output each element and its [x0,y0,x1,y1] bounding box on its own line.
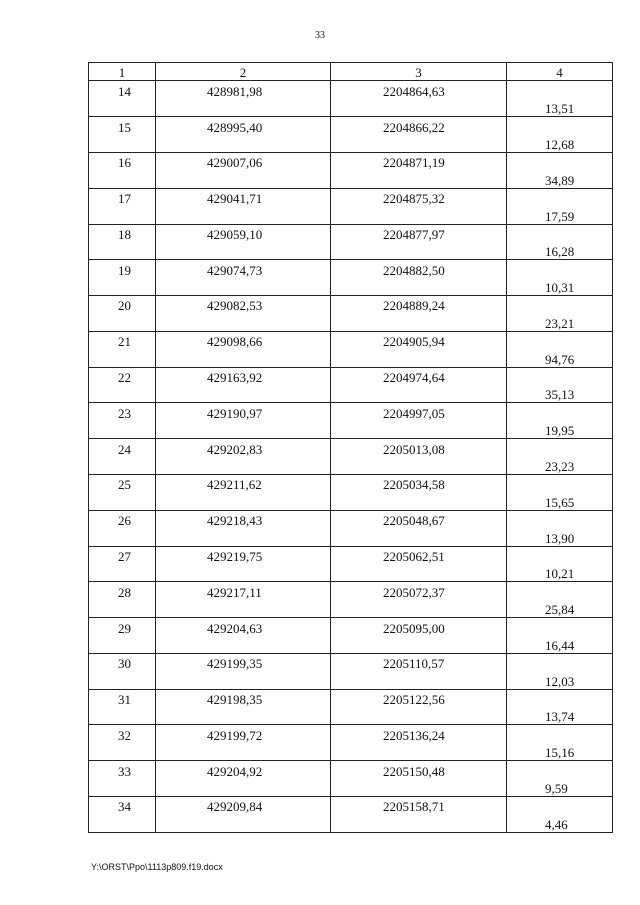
point-number-cell: 14 [89,81,156,99]
y-coordinate-cell: 2205013,08 [331,439,507,457]
empty-cell [89,170,156,188]
empty-cell [331,814,507,832]
empty-cell [331,278,507,296]
empty-cell [331,743,507,761]
distance-cell-empty [507,689,613,707]
x-coordinate-cell: 429217,11 [156,582,331,600]
empty-cell [156,170,331,188]
file-path-footer: Y:\ORST\Ppo\1113p809.f19.docx [91,862,223,872]
table-row-distance [89,814,613,832]
point-number-cell: 19 [89,260,156,278]
empty-cell [89,743,156,761]
empty-cell [89,457,156,475]
empty-cell [89,600,156,618]
point-number-cell: 20 [89,296,156,314]
empty-cell [89,779,156,797]
empty-cell [331,457,507,475]
empty-cell [156,636,331,654]
empty-cell [89,385,156,403]
empty-cell [331,779,507,797]
x-coordinate-cell: 429202,83 [156,439,331,457]
x-coordinate-cell: 429007,06 [156,152,331,170]
distance-cell: 4,46 [507,814,613,832]
empty-cell [156,814,331,832]
y-coordinate-cell: 2204889,24 [331,296,507,314]
table-row-distance [89,457,613,475]
empty-cell [156,707,331,725]
y-coordinate-cell: 2204871,19 [331,152,507,170]
empty-cell [156,671,331,689]
table-row-distance [89,170,613,188]
point-number-cell: 21 [89,331,156,349]
y-coordinate-cell: 2205122,56 [331,689,507,707]
distance-cell-empty [507,439,613,457]
table-row [89,797,613,815]
point-number-cell: 29 [89,618,156,636]
distance-cell: 16,28 [507,242,613,260]
table-row [89,439,613,457]
distance-cell-empty [507,188,613,206]
table-row-distance [89,99,613,117]
x-coordinate-cell: 428995,40 [156,117,331,135]
header-col-1: 1 [89,63,156,81]
table-row [89,117,613,135]
empty-cell [331,349,507,367]
x-coordinate-cell: 429082,53 [156,296,331,314]
table-row [89,403,613,421]
empty-cell [331,99,507,117]
empty-cell [156,600,331,618]
point-number-cell: 30 [89,653,156,671]
table-row-distance [89,421,613,439]
y-coordinate-cell: 2204866,22 [331,117,507,135]
empty-cell [331,671,507,689]
y-coordinate-cell: 2205136,24 [331,725,507,743]
x-coordinate-cell: 429163,92 [156,367,331,385]
header-col-4: 4 [507,63,613,81]
x-coordinate-cell: 429219,75 [156,546,331,564]
distance-cell-empty [507,474,613,492]
empty-cell [156,421,331,439]
page-number: 33 [315,30,325,41]
distance-cell: 10,31 [507,278,613,296]
table-row-distance [89,492,613,510]
distance-cell-empty [507,260,613,278]
empty-cell [331,421,507,439]
empty-cell [156,278,331,296]
table-row-distance [89,242,613,260]
coordinates-table [88,62,613,833]
table-row [89,510,613,528]
point-number-cell: 16 [89,152,156,170]
distance-cell-empty [507,761,613,779]
distance-cell: 16,44 [507,636,613,654]
point-number-cell: 32 [89,725,156,743]
distance-cell: 35,13 [507,385,613,403]
distance-cell: 12,03 [507,671,613,689]
table-row-distance [89,349,613,367]
table-row-distance [89,707,613,725]
empty-cell [331,528,507,546]
y-coordinate-cell: 2204882,50 [331,260,507,278]
distance-cell-empty [507,117,613,135]
x-coordinate-cell: 429204,92 [156,761,331,779]
empty-cell [89,421,156,439]
empty-cell [89,707,156,725]
point-number-cell: 17 [89,188,156,206]
empty-cell [89,135,156,153]
distance-cell-empty [507,653,613,671]
point-number-cell: 28 [89,582,156,600]
distance-cell: 9,59 [507,779,613,797]
empty-cell [331,135,507,153]
empty-cell [331,707,507,725]
distance-cell: 10,21 [507,564,613,582]
y-coordinate-cell: 2205072,37 [331,582,507,600]
table-row [89,725,613,743]
point-number-cell: 25 [89,474,156,492]
distance-cell-empty [507,331,613,349]
empty-cell [89,564,156,582]
empty-cell [156,99,331,117]
table-row [89,81,613,99]
y-coordinate-cell: 2205095,00 [331,618,507,636]
point-number-cell: 33 [89,761,156,779]
distance-cell: 15,65 [507,492,613,510]
empty-cell [89,528,156,546]
y-coordinate-cell: 2204875,32 [331,188,507,206]
table-row-distance [89,528,613,546]
table-row-distance [89,743,613,761]
empty-cell [89,814,156,832]
empty-cell [89,349,156,367]
table-row [89,474,613,492]
empty-cell [331,636,507,654]
table-row-distance [89,278,613,296]
y-coordinate-cell: 2205150,48 [331,761,507,779]
y-coordinate-cell: 2204864,63 [331,81,507,99]
empty-cell [156,528,331,546]
table-row [89,653,613,671]
point-number-cell: 24 [89,439,156,457]
y-coordinate-cell: 2205158,71 [331,797,507,815]
distance-cell: 17,59 [507,206,613,224]
distance-cell-empty [507,81,613,99]
empty-cell [331,206,507,224]
table-row [89,546,613,564]
y-coordinate-cell: 2204997,05 [331,403,507,421]
empty-cell [331,170,507,188]
empty-cell [331,564,507,582]
distance-cell-empty [507,510,613,528]
empty-cell [331,492,507,510]
distance-cell: 19,95 [507,421,613,439]
table-row [89,224,613,242]
empty-cell [89,313,156,331]
x-coordinate-cell: 429218,43 [156,510,331,528]
empty-cell [89,99,156,117]
y-coordinate-cell: 2204905,94 [331,331,507,349]
table-header-row [89,63,613,81]
distance-cell: 34,89 [507,170,613,188]
distance-cell-empty [507,403,613,421]
empty-cell [156,349,331,367]
distance-cell: 13,90 [507,528,613,546]
point-number-cell: 18 [89,224,156,242]
empty-cell [89,278,156,296]
distance-cell-empty [507,367,613,385]
distance-cell-empty [507,797,613,815]
empty-cell [331,600,507,618]
point-number-cell: 34 [89,797,156,815]
distance-cell: 25,84 [507,600,613,618]
x-coordinate-cell: 429098,66 [156,331,331,349]
x-coordinate-cell: 429199,72 [156,725,331,743]
x-coordinate-cell: 429204,63 [156,618,331,636]
table-row-distance [89,779,613,797]
table-row [89,618,613,636]
distance-cell: 13,51 [507,99,613,117]
distance-cell-empty [507,296,613,314]
table-row [89,188,613,206]
empty-cell [156,457,331,475]
table-row [89,367,613,385]
x-coordinate-cell: 429209,84 [156,797,331,815]
x-coordinate-cell: 429199,35 [156,653,331,671]
x-coordinate-cell: 429198,35 [156,689,331,707]
table-row-distance [89,385,613,403]
distance-cell-empty [507,725,613,743]
table-row-distance [89,600,613,618]
empty-cell [331,385,507,403]
empty-cell [331,313,507,331]
table-row-distance [89,206,613,224]
x-coordinate-cell: 428981,98 [156,81,331,99]
y-coordinate-cell: 2205110,57 [331,653,507,671]
x-coordinate-cell: 429074,73 [156,260,331,278]
table-row-distance [89,671,613,689]
distance-cell-empty [507,582,613,600]
table-row [89,296,613,314]
empty-cell [156,242,331,260]
x-coordinate-cell: 429059,10 [156,224,331,242]
table-row [89,260,613,278]
empty-cell [156,206,331,224]
empty-cell [89,671,156,689]
distance-cell-empty [507,546,613,564]
empty-cell [331,242,507,260]
x-coordinate-cell: 429041,71 [156,188,331,206]
y-coordinate-cell: 2205034,58 [331,474,507,492]
x-coordinate-cell: 429190,97 [156,403,331,421]
empty-cell [156,135,331,153]
table-row-distance [89,636,613,654]
x-coordinate-cell: 429211,62 [156,474,331,492]
header-col-3: 3 [331,63,507,81]
table-row-distance [89,564,613,582]
distance-cell: 15,16 [507,743,613,761]
empty-cell [89,492,156,510]
point-number-cell: 26 [89,510,156,528]
table-row [89,761,613,779]
header-col-2: 2 [156,63,331,81]
empty-cell [89,242,156,260]
table-row [89,689,613,707]
distance-cell: 12,68 [507,135,613,153]
distance-cell: 23,23 [507,457,613,475]
distance-cell-empty [507,618,613,636]
y-coordinate-cell: 2204974,64 [331,367,507,385]
distance-cell: 13,74 [507,707,613,725]
empty-cell [156,564,331,582]
distance-cell: 94,76 [507,349,613,367]
point-number-cell: 15 [89,117,156,135]
table-row [89,582,613,600]
table-row-distance [89,135,613,153]
distance-cell-empty [507,152,613,170]
empty-cell [89,636,156,654]
empty-cell [156,492,331,510]
empty-cell [156,743,331,761]
point-number-cell: 31 [89,689,156,707]
table-row-distance [89,313,613,331]
distance-cell: 23,21 [507,313,613,331]
point-number-cell: 23 [89,403,156,421]
table-row [89,331,613,349]
point-number-cell: 27 [89,546,156,564]
empty-cell [89,206,156,224]
distance-cell-empty [507,224,613,242]
y-coordinate-cell: 2205048,67 [331,510,507,528]
empty-cell [156,313,331,331]
y-coordinate-cell: 2205062,51 [331,546,507,564]
table-row [89,152,613,170]
empty-cell [156,779,331,797]
y-coordinate-cell: 2204877,97 [331,224,507,242]
empty-cell [156,385,331,403]
point-number-cell: 22 [89,367,156,385]
